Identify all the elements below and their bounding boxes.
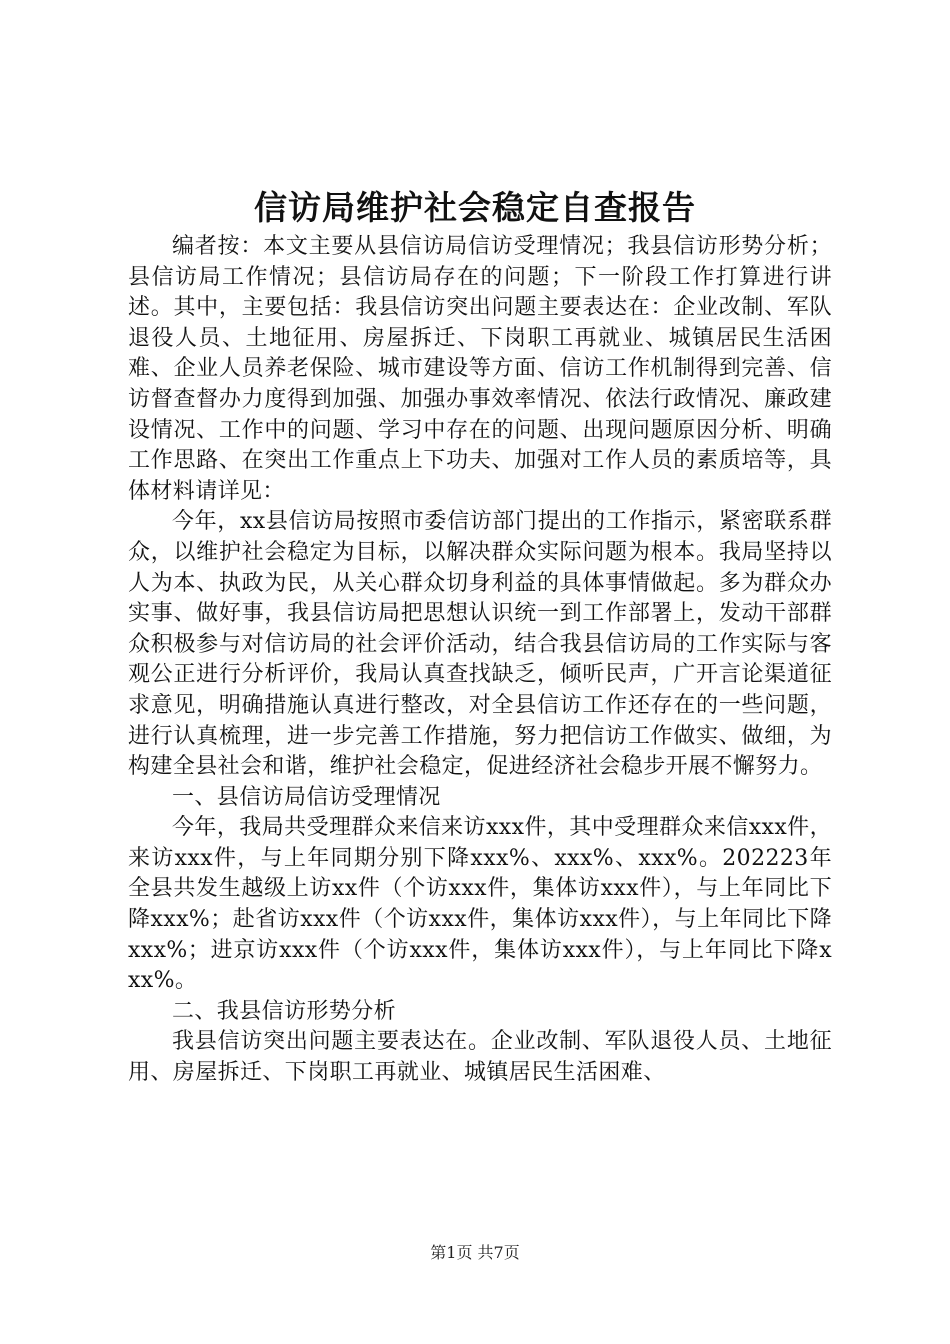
intro-paragraph: 今年，xx县信访局按照市委信访部门提出的工作指示，紧密联系群众，以维护社会稳定为目标，以解决群众实际问题为根本。我局坚持以人为本、执政为民，从关心群众切身利益的具体事情做起。多为群众办实事、做好事，我县信访局把思想认识统一到工作部署上，发动干部群众积极参与对信访局的社会评价活动，结合我县信访局的工作实际与客观公正进行分析评价，我局认真查找缺乏，倾听民声，广开言论渠道征求意见，明确措施认真进行整改，对全县信访工作还存在的一些问题，进行认真梳理，进一步完善工作措施，努力把信访工作做实、做细，为构建全县社会和谐，维护社会稳定，促进经济社会稳步开展不懈努力。 [128, 509, 832, 780]
document-body [128, 232, 832, 1089]
editor-note-paragraph: 编者按：本文主要从县信访局信访受理情况；我县信访形势分析；县信访局工作情况；县信访局存在的问题；下一阶段工作打算进行讲述。其中，主要包括：我县信访突出问题主要表达在：企业改制、军队退役人员、土地征用、房屋拆迁、下岗职工再就业、城镇居民生活困难、企业人员养老保险、城市建设等方面、信访工作机制得到完善、信访督查督办力度得到加强、加强办事效率情况、依法行政情况、廉政建设情况、工作中的问题、学习中存在的问题、出现问题原因分析、明确工作思路、在突出工作重点上下功夫、加强对工作人员的素质培等，具体材料请详见： [128, 234, 832, 504]
document-title: 信访局维护社会稳定自查报告 [254, 188, 696, 227]
page-footer: 第1页 共7页 [430, 1243, 520, 1262]
section-heading-1: 一、县信访局信访受理情况 [172, 784, 441, 810]
section-heading-2: 二、我县信访形势分析 [172, 998, 397, 1024]
section-2-paragraph: 我县信访突出问题主要表达在。企业改制、军队退役人员、土地征用、房屋拆迁、下岗职工再就业、城镇居民生活困难、 [128, 1029, 832, 1086]
section-1-paragraph: 今年，我局共受理群众来信来访xxx件，其中受理群众来信xxx件，来访xxx件，与上年同期分别下降xxx%、xxx%、xxx%。202223年全县共发生越级上访xx件（个访xxx件，集体访xxx件），与上年同比下降xxx%；赴省访xxx件（个访xxx件，集体访xxx件），与上年同比下降xxx%；进京访xxx件（个访xxx件，集体访xxx件），与上年同比下降xxx%。 [128, 815, 832, 994]
